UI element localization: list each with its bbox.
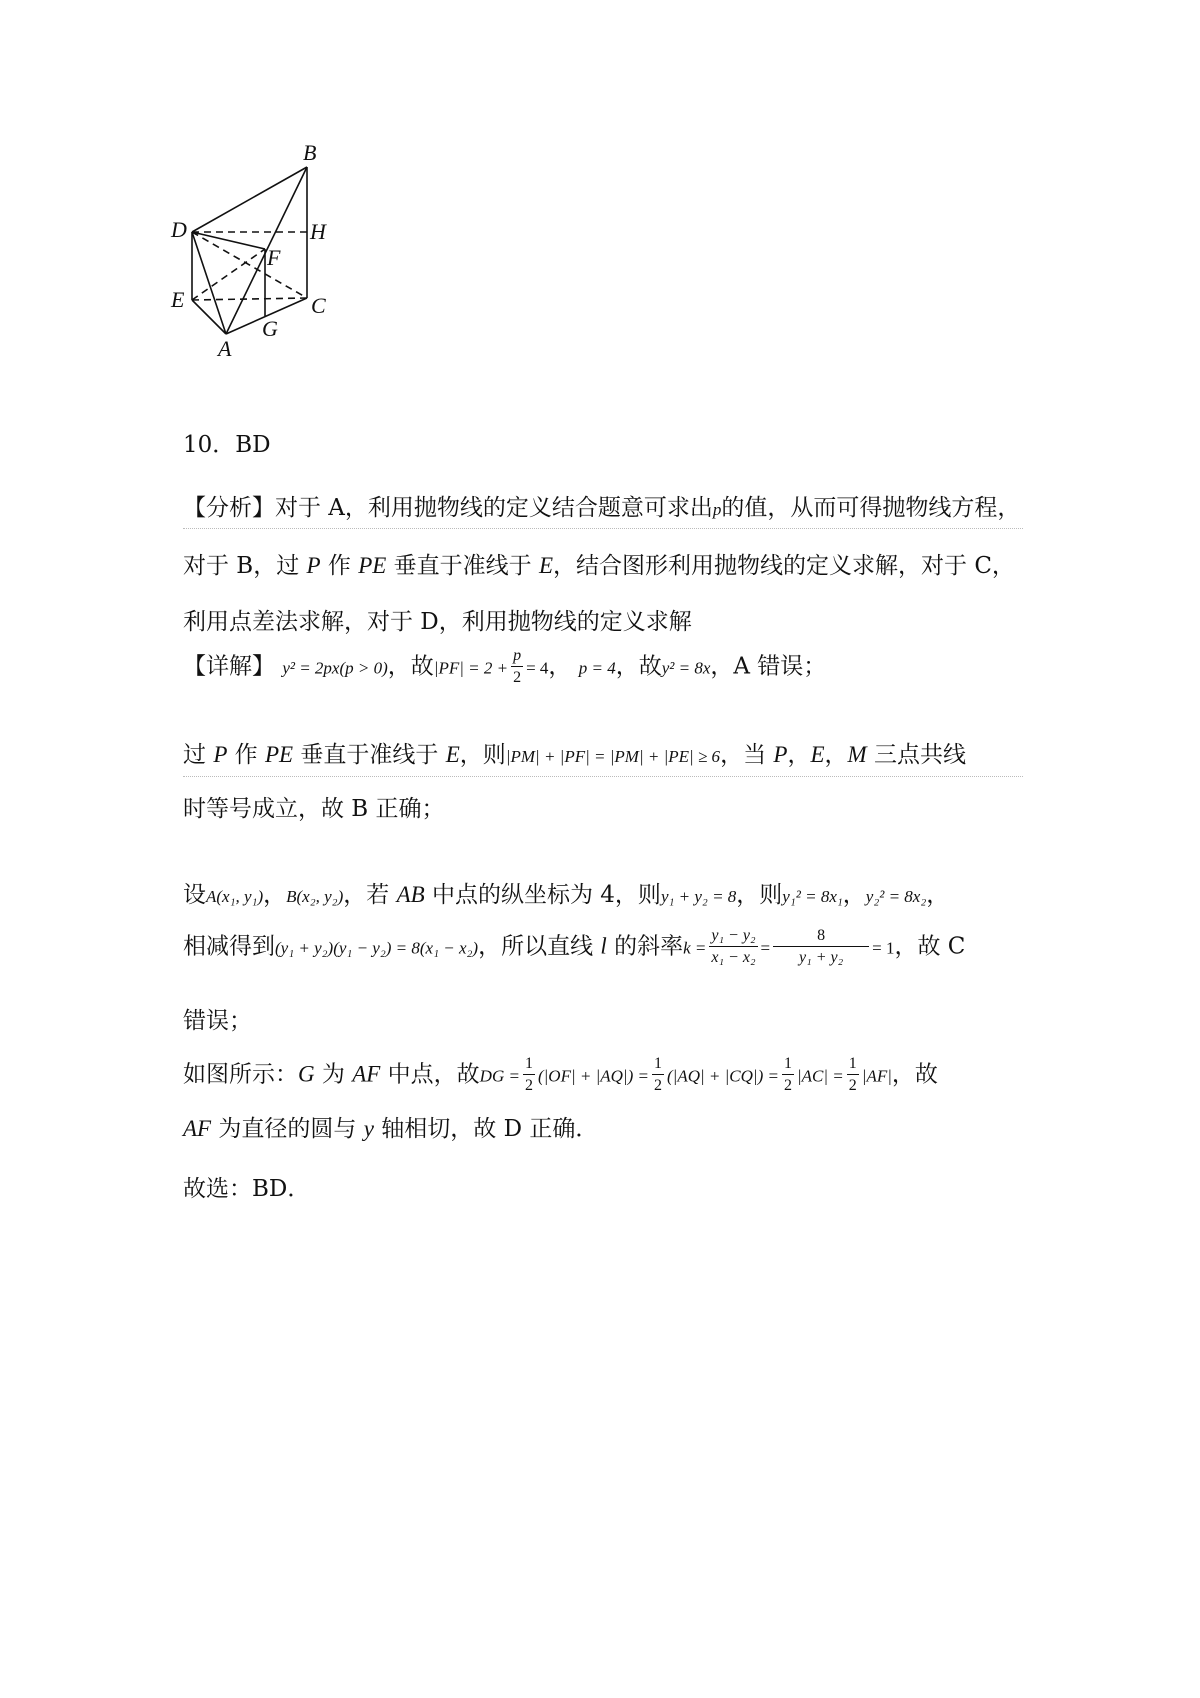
para2-text-7: ， xyxy=(824,742,848,768)
edge-DC xyxy=(192,232,307,298)
para3-text-5: ，则 xyxy=(736,882,783,908)
fraction-numerator: 1 xyxy=(652,1054,664,1075)
fraction-denominator: 2 xyxy=(653,1077,662,1094)
var-AF: AF xyxy=(183,1116,212,1141)
point-A: A(x₁, y₁) xyxy=(206,887,264,906)
label-B: B xyxy=(303,140,317,165)
analysis-label: 【分析】 xyxy=(183,495,275,521)
analysis-text-4: 垂直于准线于 xyxy=(386,553,539,579)
fraction-half-1 xyxy=(523,1054,535,1097)
detail-text-1: ，故 xyxy=(387,653,434,680)
equation-pf-b: = 4 xyxy=(526,658,549,678)
edge-DF xyxy=(192,232,265,249)
equation-p-value: p = 4 xyxy=(578,658,616,678)
para3-line xyxy=(183,876,949,909)
var-AF: AF xyxy=(352,1061,381,1087)
para4-line1 xyxy=(183,926,965,969)
label-D: D xyxy=(171,217,187,242)
detail-line xyxy=(183,646,826,689)
equation-difference: (y₁ + y₂)(y₁ − y₂) = 8(x₁ − x₂) xyxy=(275,938,479,958)
var-P: P xyxy=(773,742,788,767)
var-k: k = xyxy=(683,938,707,958)
detail-label: 【详解】 xyxy=(183,653,275,680)
fraction-denominator: x₁ − x₂ xyxy=(711,949,756,966)
equation-inequality: |PM| + |PF| = |PM| + |PE| ≥ 6 xyxy=(505,747,721,766)
detail-text-4: ，A 错误； xyxy=(710,653,827,680)
dotted-divider xyxy=(183,776,1023,777)
para3-text-2: ， xyxy=(263,882,287,908)
var-P: P xyxy=(213,742,228,767)
equation-parabola: y² = 2px(p > 0) xyxy=(282,658,388,678)
var-l: l xyxy=(600,933,607,959)
fraction-half-3 xyxy=(782,1054,794,1097)
fraction-numerator: 1 xyxy=(847,1054,859,1075)
var-y: y xyxy=(363,1116,374,1141)
para2-text-2: 作 xyxy=(227,742,265,768)
var-P: P xyxy=(306,553,321,578)
fraction-half-2 xyxy=(652,1054,664,1097)
equals-sign: = xyxy=(760,938,771,958)
para2-text-4: ，则 xyxy=(459,742,506,768)
para4-line2: 错误； xyxy=(183,1008,252,1034)
para3-text-6: ， xyxy=(842,882,866,908)
para2-line2: 时等号成立，故 B 正确； xyxy=(183,796,445,822)
var-AB: AB xyxy=(396,882,425,907)
var-E: E xyxy=(445,742,460,767)
var-PE: PE xyxy=(265,742,294,767)
para5-text-3: 中点，故 xyxy=(380,1061,480,1088)
detail-text-3: ，故 xyxy=(615,653,662,680)
equation-sum-y: y₁ + y₂ = 8 xyxy=(660,887,737,906)
fraction-p-over-2 xyxy=(511,646,523,689)
geometry-figure xyxy=(170,140,390,400)
para2-text-3: 垂直于准线于 xyxy=(293,742,446,768)
equation-ac: |AC| = xyxy=(796,1066,844,1086)
fraction-denominator: 2 xyxy=(513,669,522,686)
fraction-numerator: 1 xyxy=(523,1054,535,1075)
para5-text-2: 为 xyxy=(314,1061,353,1088)
para4-text-4: ，故 C xyxy=(894,933,966,960)
label-G: G xyxy=(262,316,278,341)
fraction-denominator: 2 xyxy=(848,1077,857,1094)
label-C: C xyxy=(311,293,326,318)
fraction-numerator: y₁ − y₂ xyxy=(709,926,757,947)
equation-slope-result: = 1 xyxy=(872,938,895,958)
edge-EC xyxy=(192,298,307,300)
para5-text-1: 如图所示： xyxy=(183,1061,298,1088)
label-A: A xyxy=(218,336,232,361)
var-p: p xyxy=(712,500,722,519)
para2-line1 xyxy=(183,736,966,769)
equation-pf-a: |PF| = 2 + xyxy=(433,658,509,678)
para3-text-4: 中点的纵坐标为 4，则 xyxy=(424,882,661,908)
para5-line1 xyxy=(183,1054,938,1097)
var-M: M xyxy=(847,742,867,767)
para4-text-2: ，所以直线 xyxy=(478,933,601,960)
question-number: 10．BD xyxy=(183,432,271,458)
equation-y2-squared: y₂² = 8x₂ xyxy=(865,887,927,906)
fraction-half-4 xyxy=(847,1054,859,1097)
fraction-numerator: 8 xyxy=(773,926,869,947)
fraction-denominator: 2 xyxy=(524,1077,533,1094)
para2-text-6: ， xyxy=(787,742,811,768)
analysis-text-5: ，结合图形利用抛物线的定义求解，对于 C，利用点差法求解，对于 D，利用抛物线的定义求解 xyxy=(183,553,1015,635)
equation-of-aq: (|OF| + |AQ|) = xyxy=(537,1066,649,1086)
para5-line2 xyxy=(183,1110,598,1143)
dotted-divider xyxy=(183,528,1023,529)
fraction-denominator: y₁ + y₂ xyxy=(799,949,844,966)
fraction-slope-2 xyxy=(773,926,869,969)
edge-DB xyxy=(192,167,307,232)
para4-text-1: 相减得到 xyxy=(183,933,275,960)
label-H: H xyxy=(310,219,326,244)
analysis-text-3: 作 xyxy=(320,553,359,579)
fraction-slope-1 xyxy=(709,926,757,969)
para3-text-3: ，若 xyxy=(343,882,397,908)
equation-dg: DG = xyxy=(479,1066,520,1086)
para5-text-4: ，故 xyxy=(891,1061,938,1088)
conclusion: 故选：BD． xyxy=(183,1176,311,1202)
var-PE: PE xyxy=(358,553,387,578)
edge-DA xyxy=(192,232,226,334)
analysis-text-1: 对于 A，利用抛物线的定义结合题意可求出 xyxy=(275,495,713,521)
label-F: F xyxy=(267,245,281,270)
para2-text-8: 三点共线 xyxy=(866,742,966,768)
para3-text-1: 设 xyxy=(183,882,206,908)
fraction-denominator: 2 xyxy=(783,1077,792,1094)
para2-text-5: ，当 xyxy=(720,742,774,768)
para3-text-7: ， xyxy=(926,882,950,908)
equation-aq-cq: (|AQ| + |CQ|) = xyxy=(666,1066,779,1086)
equation-af: |AF| xyxy=(861,1066,892,1086)
analysis-text-2: 的值，从而可得抛物线方程，对于 B，过 xyxy=(183,495,1021,579)
fraction-numerator: p xyxy=(511,646,523,667)
para5-text-6: 轴相切，故 D 正确． xyxy=(373,1116,599,1142)
detail-text-2: ， xyxy=(548,653,572,680)
label-E: E xyxy=(171,287,185,312)
para4-text-3: 的斜率 xyxy=(606,933,684,960)
para5-text-5: 为直径的圆与 xyxy=(211,1116,364,1142)
point-B: B(x₂, y₂) xyxy=(286,887,344,906)
para2-text-1: 过 xyxy=(183,742,214,768)
var-E: E xyxy=(538,553,554,578)
equation-parabola-result: y² = 8x xyxy=(661,658,711,678)
var-E: E xyxy=(810,742,825,767)
analysis-paragraph xyxy=(183,480,1033,650)
equation-y1-squared: y₁² = 8x₁ xyxy=(782,887,843,906)
fraction-numerator: 1 xyxy=(782,1054,794,1075)
var-G: G xyxy=(298,1061,315,1087)
